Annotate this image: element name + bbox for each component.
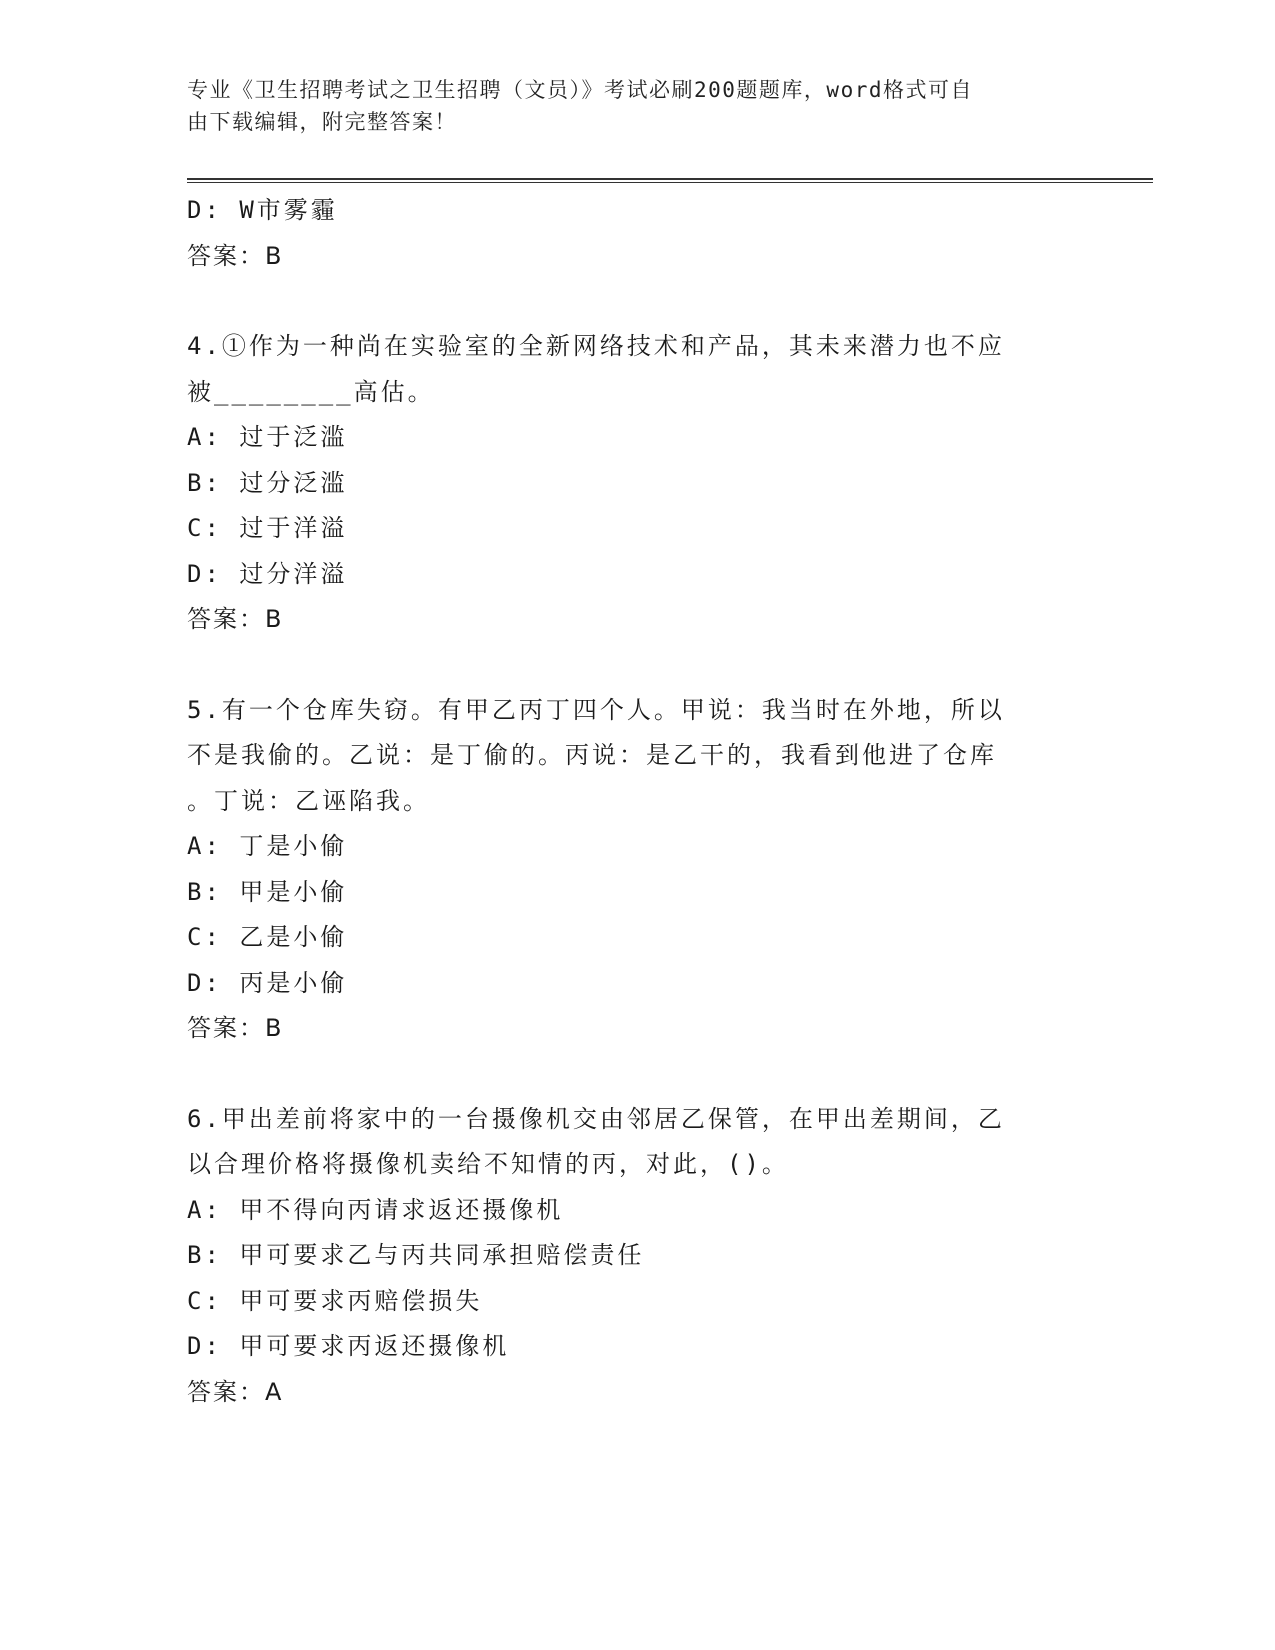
q3-option-d: D: W市雾霾 — [187, 196, 338, 224]
page-header — [187, 74, 1067, 138]
q5-option-a: A: 丁是小偷 — [187, 832, 348, 860]
q3-answer: 答案：B — [187, 241, 284, 270]
q4-stem-line-1: 4.①作为一种尚在实验室的全新网络技术和产品，其未来潜力也不应 — [187, 332, 1005, 360]
q4-option-b: B: 过分泛滥 — [187, 468, 348, 497]
q6-option-c: C: 甲可要求丙赔偿损失 — [187, 1286, 483, 1315]
question-5 — [187, 688, 1087, 1052]
q5-answer: 答案：B — [187, 1014, 284, 1042]
q4-option-c: C: 过于洋溢 — [187, 514, 348, 542]
question-6 — [187, 1097, 1087, 1416]
q5-stem-line-1: 5.有一个仓库失窃。有甲乙丙丁四个人。甲说：我当时在外地，所以 — [187, 695, 1005, 724]
q4-option-a: A: 过于泛滥 — [187, 423, 348, 451]
q6-option-a: A: 甲不得向丙请求返还摄像机 — [187, 1195, 564, 1224]
q6-stem-line-1: 6.甲出差前将家中的一台摄像机交由邻居乙保管，在甲出差期间，乙 — [187, 1104, 1005, 1133]
header-line-2: 由下载编辑，附完整答案！ — [187, 110, 457, 134]
q4-stem-line-2: 被________高估。 — [187, 377, 435, 406]
q4-answer: 答案：B — [187, 605, 284, 633]
header-rule-thin — [187, 182, 1153, 183]
q5-stem-line-2: 不是我偷的。乙说：是丁偷的。丙说：是乙干的，我看到他进了仓库 — [187, 741, 997, 769]
spacer — [187, 1052, 1087, 1097]
question-list — [187, 188, 1087, 1415]
q5-stem-line-3: 。丁说：乙诬陷我。 — [187, 786, 430, 815]
q5-option-b: B: 甲是小偷 — [187, 877, 348, 906]
header-line-1: 专业《卫生招聘考试之卫生招聘（文员）》考试必刷200题题库，word格式可自 — [187, 78, 973, 102]
spacer — [187, 279, 1087, 324]
q4-option-d: D: 过分洋溢 — [187, 559, 348, 588]
q6-option-d: D: 甲可要求丙返还摄像机 — [187, 1332, 510, 1360]
q5-option-d: D: 丙是小偷 — [187, 968, 348, 997]
header-rule-thick — [187, 178, 1153, 180]
q5-option-c: C: 乙是小偷 — [187, 923, 348, 951]
q6-stem-line-2: 以合理价格将摄像机卖给不知情的丙，对此，()。 — [187, 1150, 789, 1178]
q6-option-b: B: 甲可要求乙与丙共同承担赔偿责任 — [187, 1241, 645, 1269]
q6-answer: 答案：A — [187, 1377, 284, 1406]
spacer — [187, 643, 1087, 688]
question-4 — [187, 324, 1087, 643]
question-3-tail — [187, 188, 1087, 279]
